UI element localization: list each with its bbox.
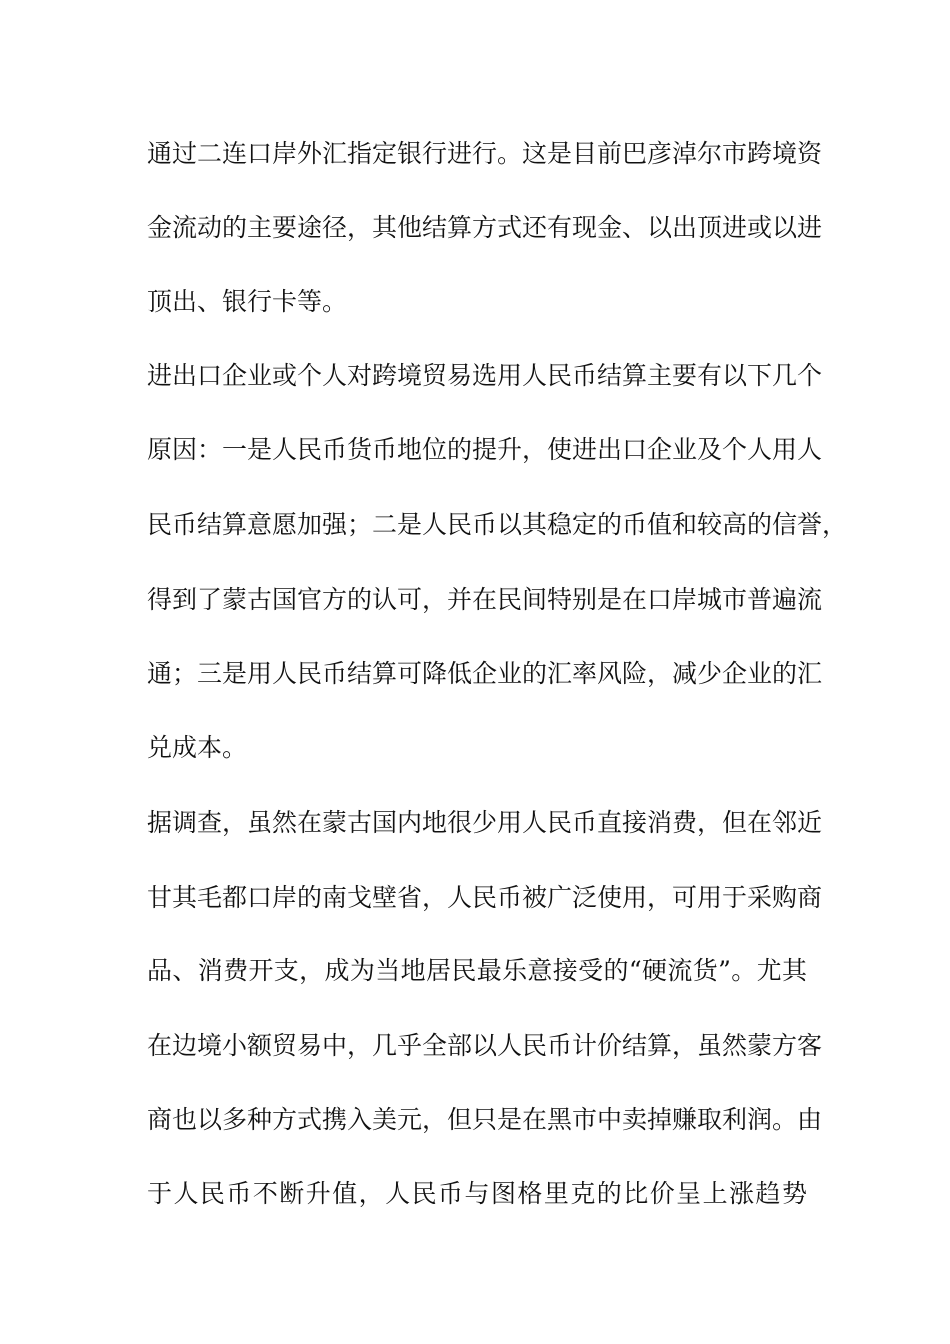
- paragraph-3-line-5: 商也以多种方式携入美元，但只是在黑市中卖掉赚取利润。由: [147, 1105, 823, 1134]
- paragraph-3-line-6: 于人民币不断升值，人民币与图格里克的比价呈上涨趋势: [147, 1179, 807, 1208]
- paragraph-2-line-6: 兑成本。: [147, 733, 248, 762]
- paragraph-2-line-5: 通；三是用人民币结算可降低企业的汇率风险，减少企业的汇: [147, 659, 823, 688]
- paragraph-2-line-2: 原因：一是人民币货币地位的提升，使进出口企业及个人用人: [147, 435, 823, 464]
- paragraph-2-line-4: 得到了蒙古国官方的认可，并在民间特别是在口岸城市普遍流: [147, 585, 823, 614]
- paragraph-1-line-1: 通过二连口岸外汇指定银行进行。这是目前巴彦淖尔市跨境资: [147, 139, 823, 168]
- paragraph-1-line-3: 顶出、银行卡等。: [147, 287, 348, 316]
- paragraph-3-line-1: 据调查，虽然在蒙古国内地很少用人民币直接消费，但在邻近: [147, 808, 823, 837]
- paragraph-2-line-3: 民币结算意愿加强；二是人民币以其稳定的币值和较高的信誉，: [147, 510, 848, 539]
- paragraph-3-line-3: 品、消费开支，成为当地居民最乐意接受的“硬流货”。尤其: [147, 956, 807, 985]
- paragraph-1-line-2: 金流动的主要途径，其他结算方式还有现金、以出顶进或以进: [147, 213, 823, 242]
- paragraph-3-line-2: 甘其毛都口岸的南戈壁省，人民币被广泛使用，可用于采购商: [147, 883, 823, 912]
- paragraph-2-line-1: 进出口企业或个人对跨境贸易选用人民币结算主要有以下几个: [147, 361, 823, 390]
- paragraph-3-line-4: 在边境小额贸易中，几乎全部以人民币计价结算，虽然蒙方客: [147, 1031, 823, 1060]
